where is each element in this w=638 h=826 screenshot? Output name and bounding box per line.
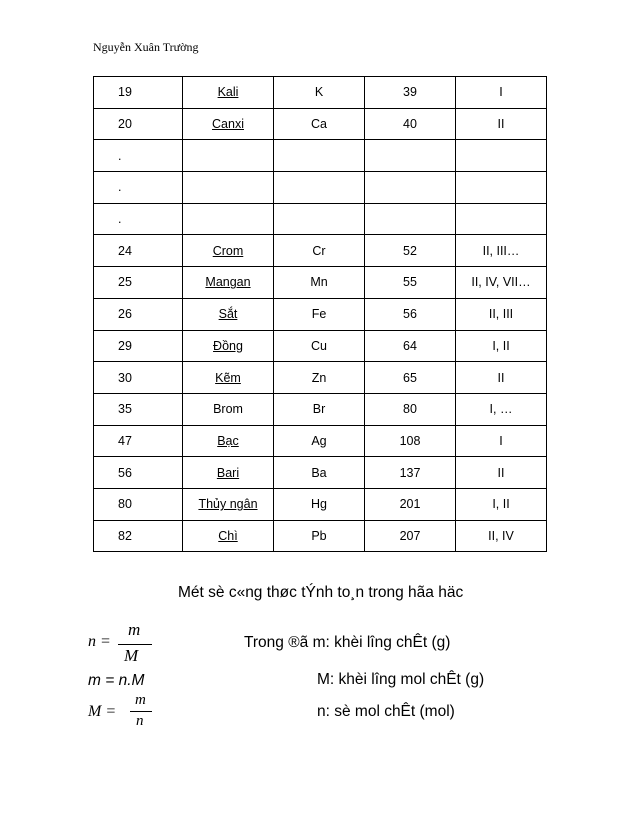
- cell-element-name-text: Thủy ngân: [198, 497, 258, 512]
- cell-element-name: [183, 330, 274, 362]
- cell-number-text: 24: [118, 243, 132, 258]
- cell-symbol: [274, 488, 365, 520]
- formula-n-denominator: M: [124, 646, 139, 665]
- cell-element-name: [183, 520, 274, 552]
- table-row: [94, 393, 547, 425]
- cell-symbol: [274, 235, 365, 267]
- cell-number-text: 20: [118, 117, 132, 132]
- cell-symbol-text: Zn: [311, 370, 327, 385]
- table-row: [94, 203, 547, 235]
- table-row: [94, 298, 547, 330]
- cell-symbol-text: Ba: [311, 465, 327, 480]
- cell-symbol-text: Br: [312, 402, 326, 417]
- table-row: [94, 488, 547, 520]
- cell-atomic-mass-text: 64: [403, 338, 417, 353]
- cell-atomic-mass-text: 207: [399, 528, 421, 543]
- formula-M-fraction: [130, 692, 152, 734]
- cell-valence-text: I, …: [489, 402, 513, 417]
- cell-number: [94, 77, 183, 109]
- cell-number-text: 19: [118, 85, 132, 100]
- cell-valence: [456, 457, 547, 489]
- cell-number-text: 47: [118, 433, 132, 448]
- cell-symbol-text: Cu: [311, 338, 327, 353]
- cell-element-name: [183, 108, 274, 140]
- formula-n-numerator: m: [128, 620, 141, 639]
- cell-atomic-mass-text: 55: [403, 275, 417, 290]
- cell-atomic-mass: [365, 77, 456, 109]
- cell-valence: [456, 520, 547, 552]
- cell-number-text: 56: [118, 465, 132, 480]
- cell-atomic-mass: [365, 393, 456, 425]
- elements-table: [93, 76, 547, 552]
- table-row: [94, 457, 547, 489]
- cell-element-name-text: Bạc: [217, 433, 239, 448]
- table-row: [94, 520, 547, 552]
- cell-atomic-mass: [365, 267, 456, 299]
- cell-valence: [456, 235, 547, 267]
- cell-number: [94, 362, 183, 394]
- cell-element-name: [183, 267, 274, 299]
- cell-element-name-text: Đồng: [213, 338, 243, 353]
- cell-element-name-text: Kali: [217, 85, 239, 100]
- cell-number: [94, 108, 183, 140]
- cell-symbol: [274, 108, 365, 140]
- cell-element-name-text: Mangan: [205, 275, 251, 290]
- cell-atomic-mass: [365, 235, 456, 267]
- cell-number-text: 35: [118, 402, 132, 417]
- cell-number: [94, 488, 183, 520]
- cell-valence: [456, 298, 547, 330]
- cell-element-name: [183, 362, 274, 394]
- cell-number: [94, 267, 183, 299]
- table-row: [94, 330, 547, 362]
- cell-element-name-text: Brom: [213, 402, 243, 417]
- cell-element-name-text: Crom: [212, 243, 244, 258]
- cell-symbol: [274, 330, 365, 362]
- table-row: [94, 77, 547, 109]
- cell-atomic-mass-text: 40: [403, 117, 417, 132]
- cell-element-name: [183, 488, 274, 520]
- cell-number: [94, 330, 183, 362]
- cell-valence: [456, 330, 547, 362]
- cell-number: [94, 393, 183, 425]
- cell-atomic-mass: [365, 140, 456, 172]
- formula-m: m = n.M: [88, 672, 145, 689]
- cell-atomic-mass: [365, 488, 456, 520]
- cell-valence: [456, 108, 547, 140]
- cell-number-text: 82: [118, 528, 132, 543]
- formula-desc-2: M: khèi lîng mol chÊt (g): [317, 671, 485, 688]
- cell-number-text: .: [118, 212, 122, 227]
- cell-atomic-mass-text: 39: [403, 85, 417, 100]
- cell-symbol-text: K: [314, 85, 324, 100]
- cell-symbol: [274, 298, 365, 330]
- cell-symbol-text: Ca: [311, 117, 327, 132]
- cell-element-name-text: Bari: [216, 465, 240, 480]
- cell-symbol: [274, 457, 365, 489]
- table-row: [94, 140, 547, 172]
- cell-atomic-mass-text: 52: [403, 243, 417, 258]
- cell-symbol: [274, 77, 365, 109]
- cell-number-text: .: [118, 148, 122, 163]
- cell-atomic-mass: [365, 172, 456, 204]
- cell-number-text: 29: [118, 338, 132, 353]
- cell-number: [94, 520, 183, 552]
- cell-valence: [456, 488, 547, 520]
- table-row: [94, 425, 547, 457]
- cell-number-text: 26: [118, 307, 132, 322]
- formula-M-numerator: m: [135, 692, 146, 708]
- cell-number: [94, 140, 183, 172]
- formula-M-lhs: M =: [88, 703, 117, 720]
- cell-element-name: [183, 172, 274, 204]
- cell-number-text: 30: [118, 370, 132, 385]
- cell-symbol: [274, 172, 365, 204]
- cell-atomic-mass: [365, 108, 456, 140]
- cell-valence-text: II: [497, 117, 505, 132]
- cell-element-name-text: Sắt: [218, 307, 238, 322]
- cell-symbol-text: Fe: [311, 307, 327, 322]
- cell-valence: [456, 172, 547, 204]
- cell-valence: [456, 140, 547, 172]
- cell-number: [94, 203, 183, 235]
- formula-M-denominator: n: [136, 713, 144, 729]
- cell-valence: [456, 77, 547, 109]
- cell-valence-text: I, II: [492, 338, 510, 353]
- cell-valence-text: II: [497, 370, 505, 385]
- table-row: [94, 172, 547, 204]
- cell-atomic-mass-text: 137: [399, 465, 421, 480]
- cell-valence: [456, 203, 547, 235]
- cell-valence: [456, 425, 547, 457]
- cell-number: [94, 235, 183, 267]
- cell-element-name: [183, 203, 274, 235]
- fraction-bar: [118, 644, 152, 645]
- cell-element-name: [183, 393, 274, 425]
- cell-atomic-mass: [365, 362, 456, 394]
- cell-atomic-mass-text: 65: [403, 370, 417, 385]
- cell-element-name: [183, 425, 274, 457]
- table-row: [94, 235, 547, 267]
- cell-number-text: 80: [118, 497, 132, 512]
- cell-valence-text: I, II: [492, 497, 510, 512]
- table-row: [94, 362, 547, 394]
- cell-element-name: [183, 298, 274, 330]
- cell-symbol-text: Pb: [311, 528, 327, 543]
- formula-desc-1: Trong ®ã m: khèi lîng chÊt (g): [244, 634, 451, 651]
- cell-symbol: [274, 267, 365, 299]
- cell-valence: [456, 267, 547, 299]
- cell-symbol: [274, 425, 365, 457]
- cell-symbol-text: Hg: [311, 497, 327, 512]
- cell-element-name: [183, 140, 274, 172]
- cell-element-name: [183, 457, 274, 489]
- cell-atomic-mass: [365, 203, 456, 235]
- fraction-bar: [130, 711, 152, 712]
- cell-number: [94, 457, 183, 489]
- cell-atomic-mass-text: 201: [399, 497, 421, 512]
- cell-element-name: [183, 235, 274, 267]
- page-header-author: Nguyễn Xuân Trường: [93, 40, 199, 54]
- formulas-title: Mét sè c«ng thøc tÝnh to¸n trong hãa häc: [178, 584, 464, 601]
- cell-atomic-mass: [365, 520, 456, 552]
- cell-symbol: [274, 520, 365, 552]
- cell-symbol: [274, 393, 365, 425]
- cell-number: [94, 298, 183, 330]
- cell-symbol: [274, 203, 365, 235]
- cell-atomic-mass-text: 108: [399, 433, 421, 448]
- cell-number: [94, 172, 183, 204]
- formula-n-fraction: [118, 620, 152, 666]
- cell-number-text: 25: [118, 275, 132, 290]
- cell-atomic-mass: [365, 425, 456, 457]
- cell-valence-text: I: [499, 433, 503, 448]
- cell-atomic-mass-text: 56: [403, 307, 417, 322]
- cell-valence: [456, 362, 547, 394]
- cell-element-name-text: Chì: [218, 528, 238, 543]
- cell-element-name: [183, 77, 274, 109]
- cell-valence-text: II, III…: [482, 243, 520, 258]
- cell-element-name-text: Kẽm: [215, 370, 241, 385]
- formula-desc-3: n: sè mol chÊt (mol): [317, 703, 455, 720]
- cell-symbol: [274, 140, 365, 172]
- elements-table-body: [94, 77, 547, 552]
- cell-symbol-text: Ag: [311, 433, 327, 448]
- cell-number: [94, 425, 183, 457]
- cell-symbol-text: Mn: [310, 275, 328, 290]
- cell-valence-text: II: [497, 465, 505, 480]
- cell-valence-text: I: [499, 85, 503, 100]
- cell-atomic-mass: [365, 330, 456, 362]
- cell-symbol: [274, 362, 365, 394]
- formula-n-lhs: n =: [88, 633, 111, 650]
- cell-valence-text: II, IV: [488, 528, 514, 543]
- cell-valence-text: II, IV, VII…: [471, 275, 531, 290]
- cell-valence: [456, 393, 547, 425]
- cell-valence-text: II, III: [488, 307, 514, 322]
- cell-number-text: .: [118, 180, 122, 195]
- table-row: [94, 108, 547, 140]
- table-row: [94, 267, 547, 299]
- cell-atomic-mass: [365, 457, 456, 489]
- cell-atomic-mass: [365, 298, 456, 330]
- cell-atomic-mass-text: 80: [403, 402, 417, 417]
- cell-element-name-text: Canxi: [212, 117, 244, 132]
- cell-symbol-text: Cr: [312, 243, 326, 258]
